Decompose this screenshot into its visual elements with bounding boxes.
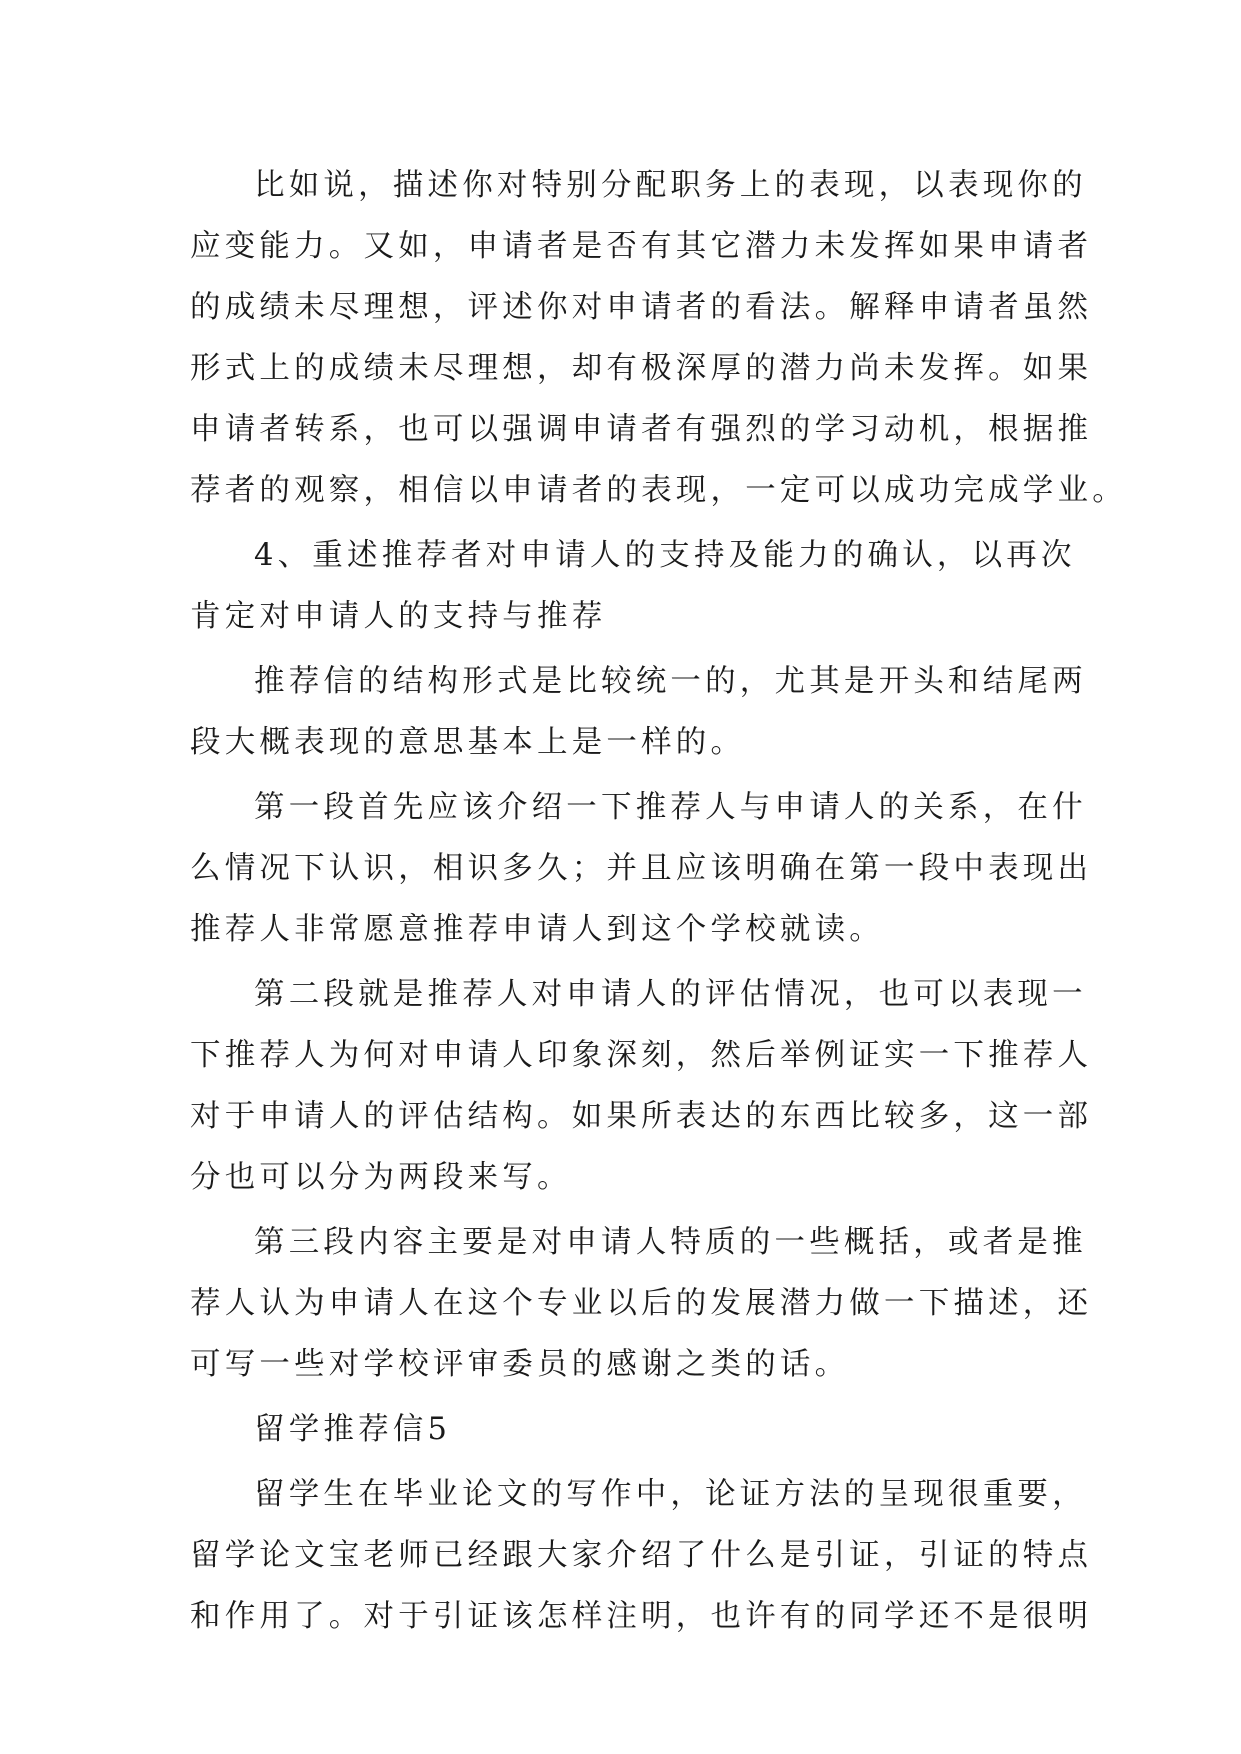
text-line: 荐者的观察，相信以申请者的表现，一定可以成功完成学业。 [190, 473, 1127, 508]
text-line: 第二段就是推荐人对申请人的评估情况，也可以表现一 [254, 977, 1087, 1012]
text-line: 的成绩未尽理想，评述你对申请者的看法。解释申请者虽然 [190, 290, 1093, 325]
text-line: 推荐信的结构形式是比较统一的，尤其是开头和结尾两 [254, 664, 1087, 699]
paragraph [190, 1212, 1093, 1395]
paragraph [190, 1464, 1093, 1647]
text-line: 肯定对申请人的支持与推荐 [190, 599, 607, 634]
text-line: 申请者转系，也可以强调申请者有强烈的学习动机，根据推 [190, 412, 1093, 447]
paragraph [190, 525, 1076, 647]
text-line: 下推荐人为何对申请人印象深刻，然后举例证实一下推荐人 [190, 1038, 1093, 1073]
section-heading [190, 1399, 1050, 1460]
text-line: 推荐人非常愿意推荐申请人到这个学校就读。 [190, 912, 884, 947]
paragraph [190, 155, 1127, 521]
text-line: 荐人认为申请人在这个专业以后的发展潜力做一下描述，还 [190, 1286, 1093, 1321]
paragraph [190, 964, 1093, 1208]
document-body [190, 155, 1127, 1651]
text-line: 留学生在毕业论文的写作中，论证方法的呈现很重要， [254, 1477, 1087, 1512]
paragraph [190, 651, 1087, 773]
text-line: 留学论文宝老师已经跟大家介绍了什么是引证，引证的特点 [190, 1538, 1093, 1573]
text-line: 第三段内容主要是对申请人特质的一些概括，或者是推 [254, 1225, 1087, 1260]
text-line: 第一段首先应该介绍一下推荐人与申请人的关系，在什 [254, 790, 1087, 825]
text-line: 分也可以分为两段来写。 [190, 1160, 572, 1195]
text-line: 段大概表现的意思基本上是一样的。 [190, 725, 746, 760]
text-line: 应变能力。又如，申请者是否有其它潜力未发挥如果申请者 [190, 229, 1093, 264]
text-line: 和作用了。对于引证该怎样注明，也许有的同学还不是很明 [190, 1599, 1093, 1634]
text-line: 形式上的成绩未尽理想，却有极深厚的潜力尚未发挥。如果 [190, 351, 1093, 386]
text-line: 对于申请人的评估结构。如果所表达的东西比较多，这一部 [190, 1099, 1093, 1134]
paragraph [190, 777, 1093, 960]
text-line: 可写一些对学校评审委员的感谢之类的话。 [190, 1347, 850, 1382]
text-line: 比如说，描述你对特别分配职务上的表现，以表现你的 [254, 168, 1087, 203]
text-line: 4、重述推荐者对申请人的支持及能力的确认，以再次 [254, 538, 1076, 573]
text-line: 么情况下认识，相识多久；并且应该明确在第一段中表现出 [190, 851, 1093, 886]
heading-line: 留学推荐信5 [254, 1412, 452, 1447]
